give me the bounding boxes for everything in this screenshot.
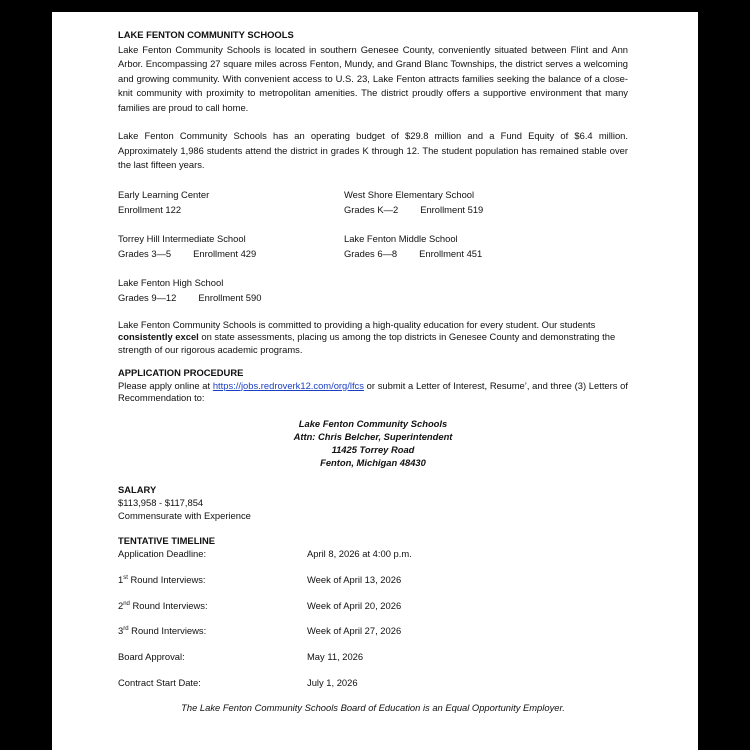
school-grades: Grades 3—5	[118, 247, 172, 259]
school-enrollment: Enrollment 590	[198, 291, 262, 303]
school-grades: Grades K—2	[344, 203, 399, 215]
school-name: Early Learning Center	[118, 188, 210, 200]
address-line: Fenton, Michigan 48430	[320, 457, 426, 469]
document-title: LAKE FENTON COMMUNITY SCHOOLS	[118, 29, 294, 40]
timeline-date: Week of April 27, 2026	[307, 625, 402, 637]
school-enrollment: Enrollment 519	[420, 203, 484, 215]
school-entry	[118, 187, 344, 217]
timeline-label: 1st Round Interviews:	[118, 573, 206, 585]
commitment-paragraph: Lake Fenton Community Schools is committed to providing a high-quality education for every student. Our students consistently excel on state assessments, placing us among the top districts in Genesee County and demonstrating the strength of our rigorous academic programs.	[118, 318, 616, 356]
timeline-row	[118, 573, 628, 599]
school-enrollment: Enrollment 122	[118, 203, 182, 215]
timeline-row	[118, 624, 628, 650]
school-enrollment: Enrollment 451	[419, 247, 483, 259]
application-paragraph: Please apply online at https://jobs.redroverk12.com/org/lfcs or submit a Letter of Interest, Resume’, and three (3) Letters of Recommendation to:	[118, 379, 629, 404]
school-entry	[344, 231, 624, 261]
apply-online-link[interactable]: https://jobs.redroverk12.com/org/lfcs	[212, 379, 364, 391]
timeline-date: May 11, 2026	[307, 651, 364, 663]
timeline-date: Week of April 13, 2026	[307, 573, 402, 585]
schools-list	[118, 187, 628, 305]
timeline-label: Application Deadline:	[118, 548, 207, 560]
school-enrollment: Enrollment 429	[193, 247, 257, 259]
address-line: 11425 Torrey Road	[331, 444, 415, 456]
school-name: West Shore Elementary School	[344, 188, 475, 200]
timeline-label: Contract Start Date:	[118, 676, 201, 688]
school-entry	[118, 231, 344, 261]
equal-opportunity-statement: The Lake Fenton Community Schools Board of Education is an Equal Opportunity Employer.	[181, 702, 565, 714]
timeline-row	[118, 676, 628, 702]
intro-paragraph: Lake Fenton Community Schools is located in southern Genesee County, conveniently situated between Flint and Ann Arbor. Encompassing 27 square miles across Fenton, Mundy, and Grand Blanc Townships, the district serves a welcoming and growing community. With convenient access to U.S. 23, Lake Fenton attracts families seeking the balance of a close-knit community with proximity to metropolitan amenities. The district proudly offers a supportive environment that many families are proud to call home.	[118, 43, 628, 113]
school-name: Lake Fenton Middle School	[344, 232, 458, 244]
timeline-label: 3rd Round Interviews:	[118, 625, 207, 637]
school-name: Torrey Hill Intermediate School	[118, 232, 246, 244]
timeline-row	[118, 599, 628, 625]
address-line: Attn: Chris Belcher, Superintendent	[293, 431, 453, 443]
school-grades: Grades 6—8	[344, 247, 398, 259]
school-entry	[118, 275, 344, 305]
mailing-address	[118, 417, 628, 469]
commitment-emphasis: consistently excel	[118, 331, 199, 343]
salary-range: $113,958 - $117,854	[118, 497, 204, 509]
address-line: Lake Fenton Community Schools	[298, 418, 448, 430]
school-entry	[344, 187, 624, 217]
timeline-date: April 8, 2026 at 4:00 p.m.	[307, 548, 412, 560]
timeline-heading: TENTATIVE TIMELINE	[118, 535, 216, 547]
timeline-date: July 1, 2026	[307, 676, 358, 688]
salary-note: Commensurate with Experience	[118, 510, 251, 522]
timeline-row	[118, 547, 628, 573]
budget-paragraph: Lake Fenton Community Schools has an operating budget of $29.8 million and a Fund Equity of $6.4 million. Approximately 1,986 students attend the district in grades K through 12. The student population has remained stable over the last fifteen years.	[118, 130, 628, 170]
salary-heading: SALARY	[118, 484, 157, 496]
timeline-date: Week of April 20, 2026	[307, 599, 402, 611]
school-name: Lake Fenton High School	[118, 276, 224, 288]
document-content	[118, 28, 628, 714]
school-grades: Grades 9—12	[118, 291, 177, 303]
timeline-table	[118, 547, 628, 701]
timeline-label: Board Approval:	[118, 651, 185, 663]
timeline-label: 2nd Round Interviews:	[118, 599, 208, 611]
document-page	[52, 12, 698, 750]
timeline-row	[118, 650, 628, 676]
application-heading: APPLICATION PROCEDURE	[118, 366, 244, 378]
